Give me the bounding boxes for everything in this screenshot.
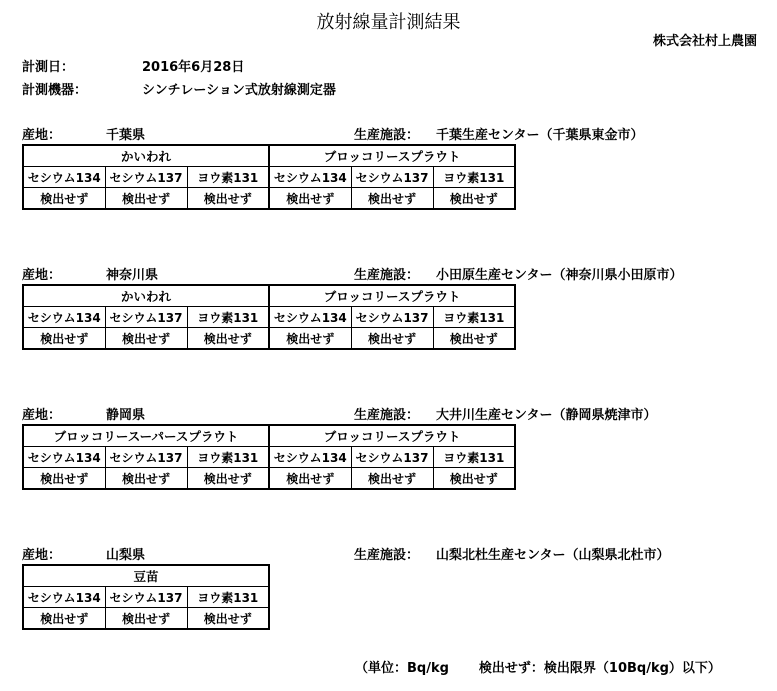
col-cs137: セシウム137: [351, 167, 433, 188]
col-cs137: セシウム137: [105, 167, 187, 188]
origin-label: 産地：: [22, 408, 62, 423]
result-cell: 検出せず: [105, 468, 187, 490]
col-cs134: セシウム134: [23, 447, 105, 468]
result-cell: 検出せず: [23, 468, 105, 490]
device-value: シンチレーション式放射線測定器: [142, 83, 336, 98]
footer-note: [355, 657, 721, 676]
result-cell: 検出せず: [187, 608, 269, 630]
col-i131: ヨウ素131: [187, 587, 269, 608]
col-i131: ヨウ素131: [187, 167, 269, 188]
result-cell: 検出せず: [23, 608, 105, 630]
col-cs137: セシウム137: [351, 447, 433, 468]
result-cell: 検出せず: [105, 328, 187, 350]
origin-label: 産地：: [22, 268, 62, 283]
result-cell: 検出せず: [433, 328, 515, 350]
origin-value: 千葉県: [106, 128, 146, 143]
result-table: [22, 564, 270, 630]
result-cell: 検出せず: [433, 468, 515, 490]
product-header: かいわれ: [23, 285, 269, 307]
col-i131: ヨウ素131: [187, 307, 269, 328]
col-cs134: セシウム134: [23, 307, 105, 328]
result-cell: 検出せず: [23, 328, 105, 350]
product-header: ブロッコリースプラウト: [269, 145, 515, 167]
result-cell: 検出せず: [105, 188, 187, 210]
col-i131: ヨウ素131: [433, 447, 515, 468]
facility-label: 生産施設：: [354, 408, 420, 423]
footer-detection-limit: 検出せず：検出限界（10Bq/kg）以下）: [478, 661, 721, 676]
result-cell: 検出せず: [269, 328, 351, 350]
origin-value: 静岡県: [106, 408, 146, 423]
product-header: ブロッコリースプラウト: [269, 285, 515, 307]
result-cell: 検出せず: [351, 328, 433, 350]
facility-value: 大井川生産センター（静岡県焼津市）: [436, 408, 657, 423]
facility-label: 生産施設：: [354, 128, 420, 143]
col-cs134: セシウム134: [269, 447, 351, 468]
result-cell: 検出せず: [433, 188, 515, 210]
col-cs134: セシウム134: [269, 167, 351, 188]
origin-value: 山梨県: [106, 548, 146, 563]
origin-label: 産地：: [22, 548, 62, 563]
product-header: ブロッコリースーパースプラウト: [23, 425, 269, 447]
col-i131: ヨウ素131: [187, 447, 269, 468]
facility-value: 千葉生産センター（千葉県東金市）: [436, 128, 644, 143]
footer-unit: （単位：Bq/kg: [355, 661, 449, 676]
result-cell: 検出せず: [187, 328, 269, 350]
product-header: かいわれ: [23, 145, 269, 167]
col-cs137: セシウム137: [105, 587, 187, 608]
document-title: 放射線量計測結果: [316, 12, 461, 33]
facility-value: 山梨北杜生産センター（山梨県北杜市）: [436, 548, 670, 563]
measure-date-label: 計測日：: [22, 60, 75, 75]
col-cs137: セシウム137: [105, 447, 187, 468]
result-cell: 検出せず: [351, 188, 433, 210]
col-cs137: セシウム137: [351, 307, 433, 328]
result-cell: 検出せず: [269, 188, 351, 210]
product-header: 豆苗: [23, 565, 269, 587]
facility-value: 小田原生産センター（神奈川県小田原市）: [436, 268, 683, 283]
col-cs134: セシウム134: [269, 307, 351, 328]
device-label: 計測機器：: [22, 83, 88, 98]
origin-value: 神奈川県: [106, 268, 159, 283]
result-cell: 検出せず: [105, 608, 187, 630]
result-table: [22, 424, 516, 490]
origin-label: 産地：: [22, 128, 62, 143]
col-i131: ヨウ素131: [433, 307, 515, 328]
result-table: [22, 284, 516, 350]
facility-label: 生産施設：: [354, 548, 420, 563]
result-cell: 検出せず: [187, 188, 269, 210]
col-cs137: セシウム137: [105, 307, 187, 328]
result-cell: 検出せず: [187, 468, 269, 490]
result-cell: 検出せず: [23, 188, 105, 210]
company-name: 株式会社村上農園: [652, 34, 757, 49]
facility-label: 生産施設：: [354, 268, 420, 283]
measure-date-value: 2016年6月28日: [142, 60, 245, 75]
col-cs134: セシウム134: [23, 587, 105, 608]
product-header: ブロッコリースプラウト: [269, 425, 515, 447]
result-cell: 検出せず: [269, 468, 351, 490]
col-cs134: セシウム134: [23, 167, 105, 188]
result-cell: 検出せず: [351, 468, 433, 490]
col-i131: ヨウ素131: [433, 167, 515, 188]
result-table: [22, 144, 516, 210]
